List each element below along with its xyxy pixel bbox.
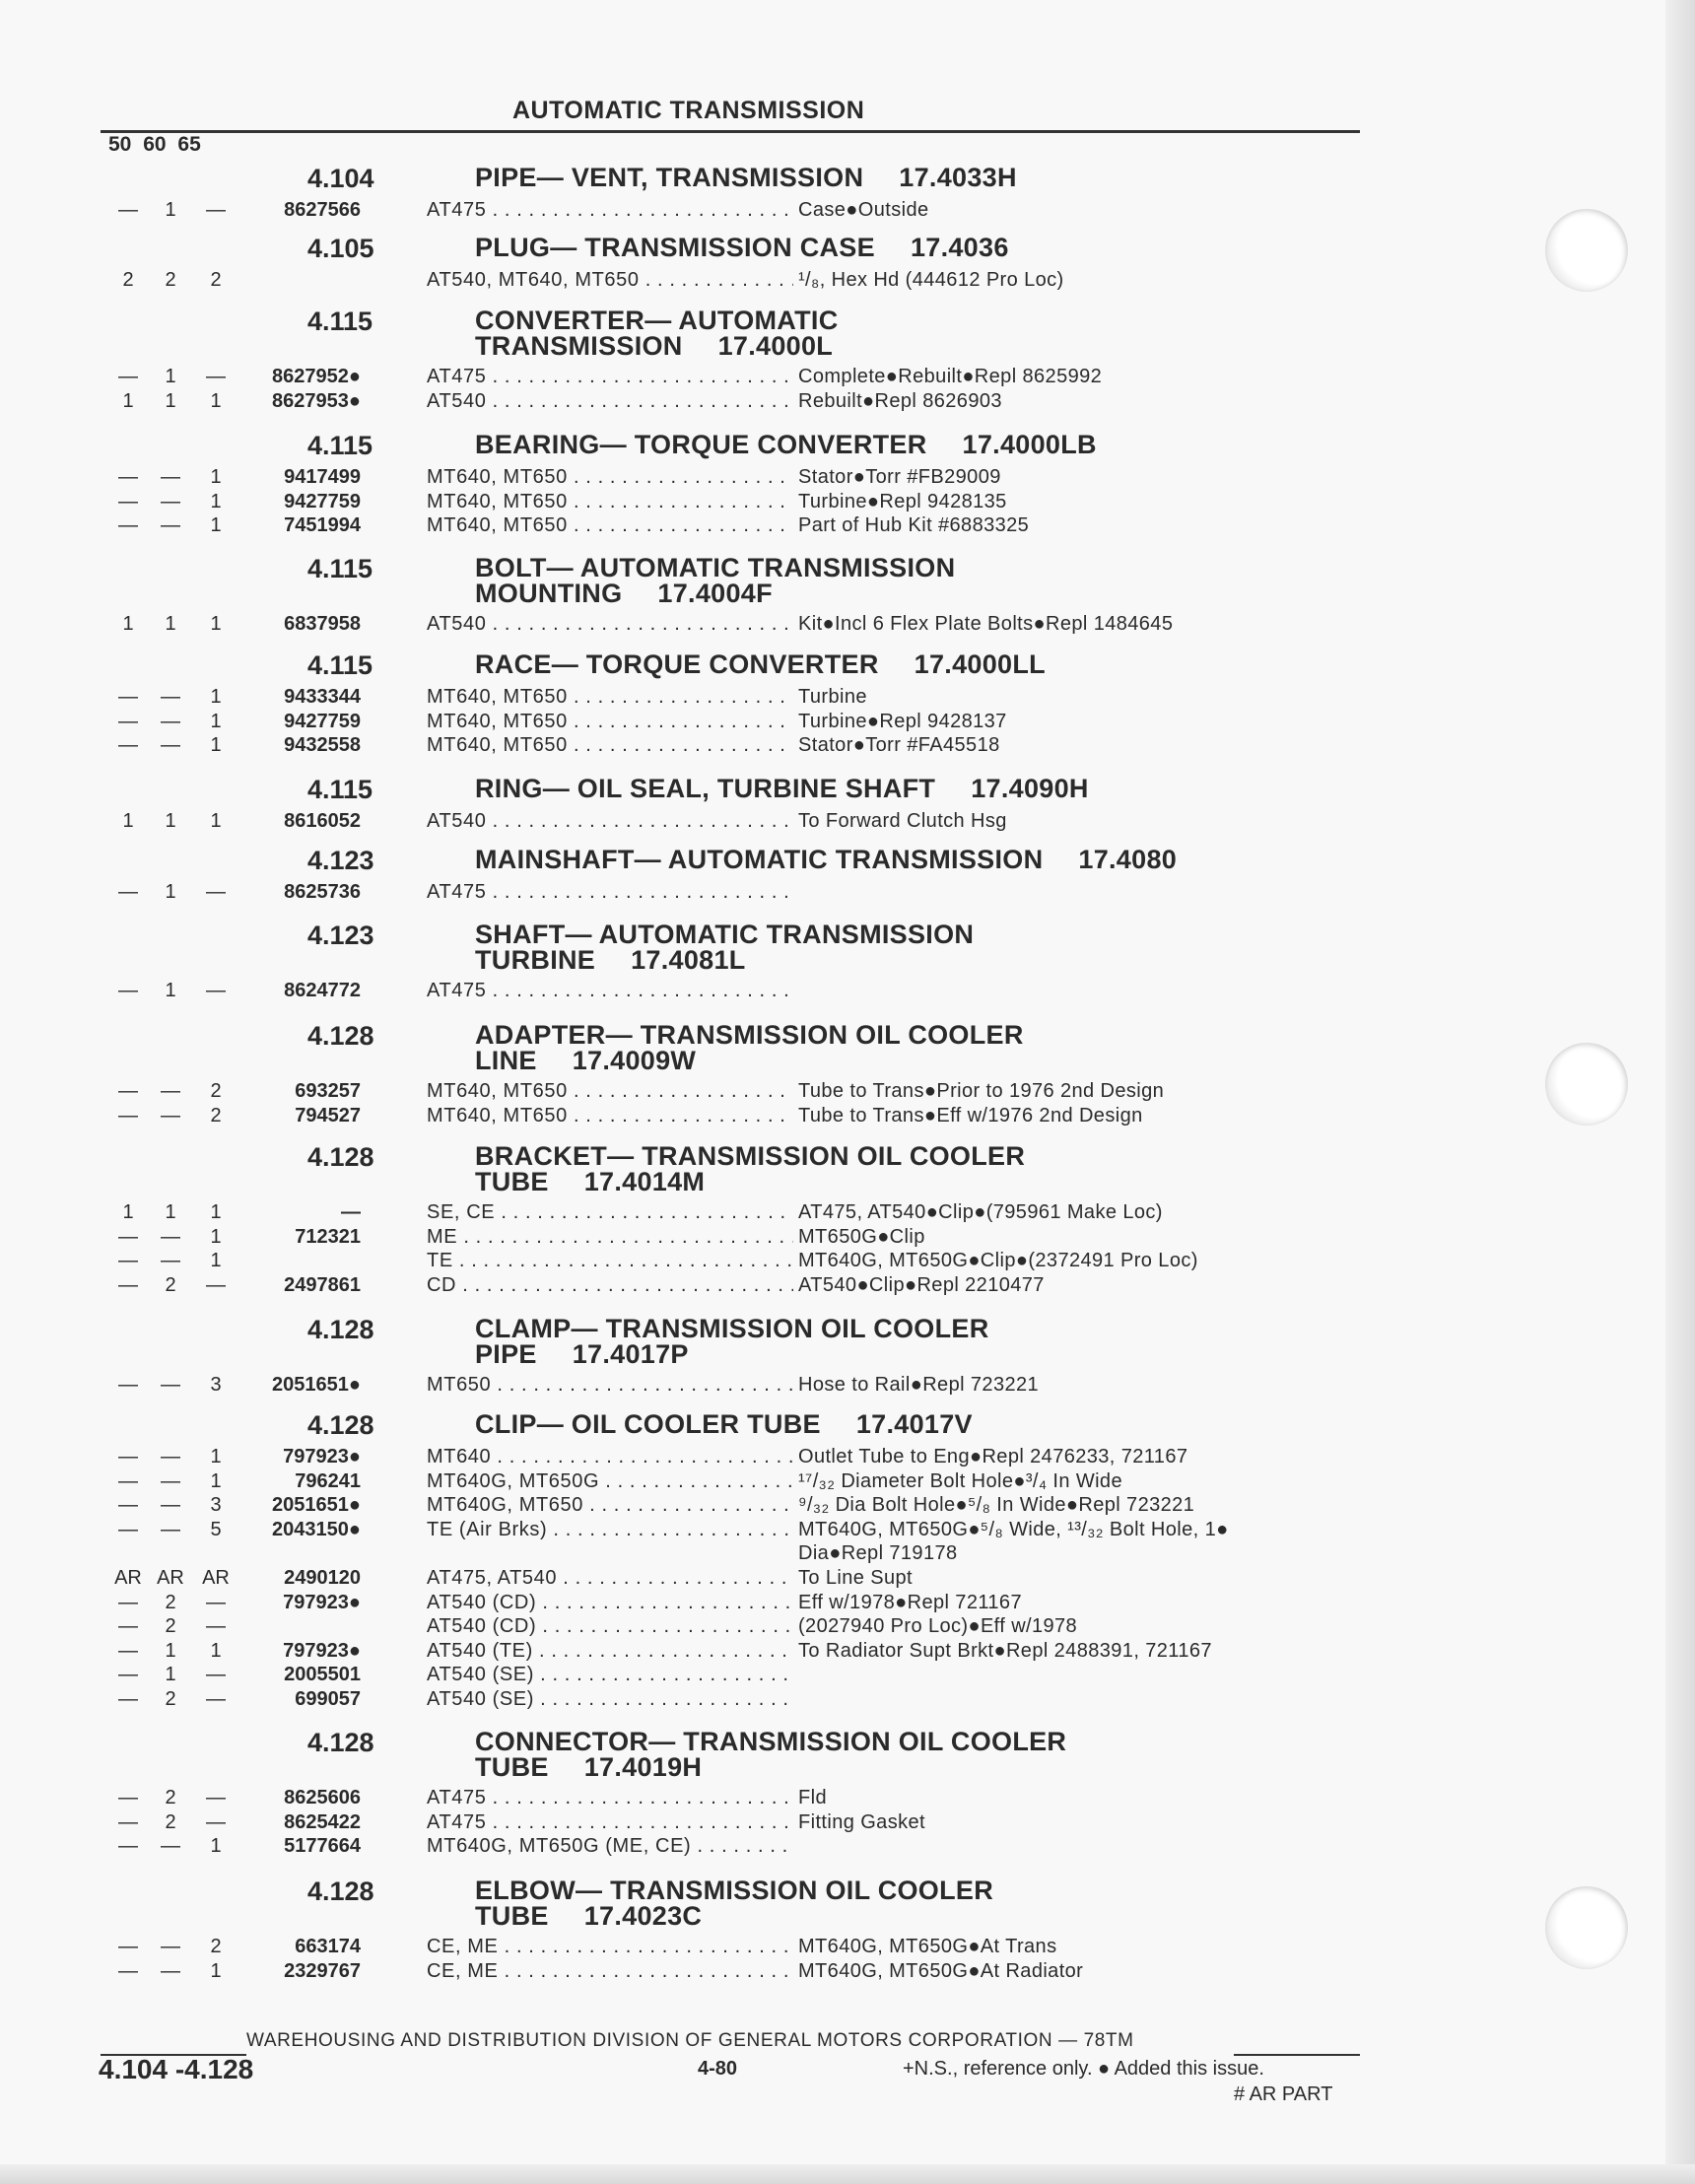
section-code: 17.4017V	[855, 1409, 973, 1439]
part-description: Fld	[798, 1787, 827, 1809]
quantity-cell: —	[118, 1469, 138, 1492]
part-number: 797923●	[283, 1446, 361, 1467]
part-description: Rebuilt●Repl 8626903	[798, 389, 1002, 412]
quantity-cell: 1	[122, 810, 134, 832]
section-code: 17.4036	[910, 233, 1009, 262]
section-title	[475, 651, 1046, 677]
part-description: Turbine	[798, 686, 867, 708]
quantity-cell: 2	[165, 1273, 176, 1296]
part-description: AT540●Clip●Repl 2210477	[798, 1273, 1045, 1296]
section-title	[475, 1143, 1025, 1194]
model-applicability: AT540 (SE) . . .	[427, 1664, 793, 1686]
binder-hole-icon	[1545, 1886, 1628, 1969]
part-description: Turbine●Repl 9428137	[798, 710, 1007, 732]
quantity-cell: —	[161, 1518, 180, 1540]
model-applicability: CD . . .	[427, 1274, 793, 1297]
model-applicability: ME . . .	[427, 1226, 793, 1249]
quantity-cell: —	[206, 1591, 226, 1613]
quantity-column-headers: 50 60 65	[108, 133, 201, 156]
quantity-cell: AR	[114, 1567, 142, 1589]
quantity-cell: —	[206, 980, 226, 1001]
part-number: 699057	[295, 1688, 361, 1710]
quantity-cell: 1	[210, 734, 222, 757]
quantity-cell: 2	[122, 269, 134, 291]
part-number: 8616052	[284, 810, 361, 832]
page-bottom-edge	[0, 2164, 1695, 2184]
quantity-cell: 3	[210, 1374, 222, 1396]
part-description: To Forward Clutch Hsg	[798, 810, 1007, 832]
quantity-cell: —	[206, 1664, 226, 1686]
model-applicability: AT475 . . .	[427, 1787, 793, 1809]
model-applicability: AT540 (SE) . . .	[427, 1688, 793, 1711]
section-number: 4.115	[307, 431, 373, 460]
quantity-cell: —	[118, 1591, 138, 1613]
section-title-line: PLUG— TRANSMISSION CASE 17.4036	[475, 233, 1009, 262]
part-description: Turbine●Repl 9428135	[798, 490, 1007, 512]
part-description: ¹/₈, Hex Hd (444612 Pro Loc)	[798, 269, 1064, 291]
quantity-cell: 2	[165, 269, 176, 291]
part-number: 2329767	[284, 1959, 361, 1982]
binder-hole-icon	[1545, 209, 1628, 292]
footer-section-range: 4.104 -4.128	[99, 2054, 254, 2084]
section-title-line: CONNECTOR— TRANSMISSION OIL COOLER	[475, 1727, 1067, 1756]
quantity-cell: 1	[210, 389, 222, 412]
part-description: ⁹/₃₂ Dia Bolt Hole●⁵/₈ In Wide●Repl 723221	[798, 1494, 1195, 1517]
quantity-cell: —	[118, 1080, 138, 1102]
quantity-cell: 1	[165, 366, 176, 387]
part-description: Fitting Gasket	[798, 1810, 925, 1833]
section-code: 17.4017P	[572, 1339, 689, 1369]
quantity-cell: 1	[210, 1250, 222, 1272]
page-title: AUTOMATIC TRANSMISSION	[512, 97, 865, 124]
part-description: To Radiator Supt Brkt●Repl 2488391, 721167	[798, 1639, 1212, 1662]
quantity-cell: 1	[122, 389, 134, 412]
quantity-cell: —	[161, 466, 180, 488]
part-number: 2490120	[284, 1567, 361, 1589]
section-title	[475, 847, 1177, 872]
part-number: 797923●	[283, 1591, 361, 1613]
quantity-cell: 1	[210, 686, 222, 708]
quantity-cell: 2	[210, 1104, 222, 1126]
model-applicability: AT540 . . .	[427, 810, 793, 833]
section-title-line: TRANSMISSION 17.4000L	[475, 331, 834, 361]
section-title-line: RACE— TORQUE CONVERTER 17.4000LL	[475, 649, 1046, 679]
part-description: To Line Supt	[798, 1567, 913, 1589]
part-number: 9433344	[284, 686, 361, 708]
part-number: 8627953●	[272, 389, 361, 412]
quantity-cell: —	[161, 514, 180, 537]
part-number: 2051651●	[272, 1374, 361, 1396]
quantity-cell: 1	[165, 199, 176, 221]
section-number: 4.115	[307, 554, 373, 583]
part-number: 2043150●	[272, 1518, 361, 1540]
section-title	[475, 235, 1009, 260]
quantity-cell: —	[118, 366, 138, 387]
section-title	[475, 555, 955, 606]
binder-hole-icon	[1545, 1043, 1628, 1126]
quantity-cell: 5	[210, 1518, 222, 1540]
quantity-cell: 1	[210, 1959, 222, 1982]
section-code: 17.4000L	[717, 331, 834, 361]
part-number: 9417499	[284, 466, 361, 488]
footer-legend: +N.S., reference only. ● Added this issue.	[903, 2058, 1264, 2080]
section-title-line: MOUNTING 17.4004F	[475, 579, 773, 608]
model-applicability: TE (Air Brks) . . .	[427, 1519, 793, 1541]
part-number: 7451994	[284, 514, 361, 537]
quantity-cell: —	[118, 514, 138, 537]
part-description: AT475, AT540●Clip●(795961 Make Loc)	[798, 1201, 1163, 1223]
model-applicability: MT640, MT650 . . .	[427, 514, 793, 537]
part-number: 8627566	[284, 199, 361, 221]
section-title	[475, 776, 1089, 801]
model-applicability: AT540 (TE) . . .	[427, 1640, 793, 1663]
part-number: 2005501	[284, 1664, 361, 1686]
model-applicability: MT640, MT650 . . .	[427, 686, 793, 709]
part-description: MT640G, MT650G●Clip●(2372491 Pro Loc)	[798, 1250, 1198, 1272]
section-title-line: MAINSHAFT— AUTOMATIC TRANSMISSION 17.4080	[475, 845, 1178, 874]
quantity-cell: —	[161, 734, 180, 757]
section-code: 17.4009W	[572, 1046, 697, 1075]
section-title-line: TUBE 17.4014M	[475, 1167, 706, 1196]
section-title	[475, 1729, 1066, 1780]
quantity-cell: —	[206, 881, 226, 903]
quantity-cell: —	[118, 1250, 138, 1272]
part-number: 2497861	[284, 1273, 361, 1296]
quantity-cell: —	[206, 199, 226, 221]
part-number: —	[341, 1201, 361, 1223]
section-title-line: TURBINE 17.4081L	[475, 945, 746, 975]
quantity-cell: 1	[210, 1639, 222, 1662]
quantity-cell: —	[161, 1959, 180, 1982]
section-title	[475, 165, 1017, 190]
quantity-cell: 1	[210, 466, 222, 488]
quantity-cell: —	[118, 1936, 138, 1957]
section-number: 4.123	[307, 921, 374, 950]
section-code: 17.4000LL	[914, 649, 1046, 679]
model-applicability: MT640 . . .	[427, 1446, 793, 1468]
quantity-cell: —	[118, 1688, 138, 1710]
quantity-cell: 2	[165, 1810, 176, 1833]
quantity-cell: 1	[165, 1639, 176, 1662]
section-number: 4.123	[307, 846, 374, 875]
section-code: 17.4023C	[583, 1901, 703, 1931]
quantity-cell: —	[118, 1494, 138, 1517]
quantity-cell: —	[161, 686, 180, 708]
section-code: 17.4004F	[657, 579, 773, 608]
section-code: 17.4033H	[899, 163, 1017, 192]
model-applicability: MT650 . . .	[427, 1374, 793, 1397]
quantity-cell: —	[206, 1615, 226, 1638]
model-applicability: AT475 . . .	[427, 199, 793, 222]
section-title	[475, 1022, 1024, 1073]
part-number: 8624772	[284, 980, 361, 1001]
quantity-cell: 2	[210, 1080, 222, 1102]
section-title-line: BEARING— TORQUE CONVERTER 17.4000LB	[475, 430, 1097, 459]
part-number: 9427759	[284, 710, 361, 732]
quantity-cell: —	[118, 1787, 138, 1809]
quantity-cell: —	[161, 1469, 180, 1492]
section-title-line: TUBE 17.4023C	[475, 1901, 703, 1931]
quantity-cell: 1	[165, 1664, 176, 1686]
model-applicability: MT640, MT650 . . .	[427, 734, 793, 757]
quantity-cell: 1	[210, 1225, 222, 1248]
quantity-cell: —	[161, 710, 180, 732]
model-applicability: MT640G, MT650G (ME, CE) . . .	[427, 1835, 793, 1858]
part-description: Case●Outside	[798, 199, 929, 221]
section-number: 4.128	[307, 1410, 374, 1440]
section-code: 17.4019H	[583, 1752, 703, 1782]
quantity-cell: —	[118, 490, 138, 512]
part-number: 693257	[295, 1080, 361, 1102]
quantity-cell: 1	[165, 613, 176, 635]
quantity-cell: —	[118, 1615, 138, 1638]
part-number: 797923●	[283, 1639, 361, 1662]
section-title-line: ADAPTER— TRANSMISSION OIL COOLER	[475, 1020, 1024, 1050]
quantity-cell: 1	[165, 389, 176, 412]
model-applicability: AT540 (CD) . . .	[427, 1615, 793, 1638]
section-title-line: SHAFT— AUTOMATIC TRANSMISSION	[475, 920, 975, 949]
part-description: MT650G●Clip	[798, 1225, 925, 1248]
quantity-cell: 1	[210, 514, 222, 537]
quantity-cell: 1	[210, 1446, 222, 1467]
page-number: 4-80	[698, 2058, 738, 2080]
quantity-cell: —	[161, 1250, 180, 1272]
quantity-cell: —	[118, 881, 138, 903]
section-code: 17.4000LB	[962, 430, 1097, 459]
quantity-cell: —	[118, 1225, 138, 1248]
part-number: 9432558	[284, 734, 361, 757]
model-applicability: MT640, MT650 . . .	[427, 1080, 793, 1103]
part-number: 8625422	[284, 1810, 361, 1833]
part-number: 5177664	[284, 1835, 361, 1858]
quantity-cell: 1	[210, 1201, 222, 1223]
section-title	[475, 1877, 993, 1929]
quantity-cell: —	[161, 490, 180, 512]
quantity-cell: —	[161, 1104, 180, 1126]
quantity-cell: —	[118, 980, 138, 1001]
quantity-cell: —	[118, 686, 138, 708]
section-title-line: CLAMP— TRANSMISSION OIL COOLER	[475, 1314, 989, 1343]
quantity-cell: 1	[210, 1469, 222, 1492]
part-description: Stator●Torr #FB29009	[798, 466, 1001, 488]
quantity-cell: —	[161, 1446, 180, 1467]
quantity-cell: —	[206, 1273, 226, 1296]
footer-rule-right	[1234, 2054, 1360, 2056]
quantity-cell: —	[206, 1688, 226, 1710]
quantity-cell: 1	[122, 613, 134, 635]
section-title-line: ELBOW— TRANSMISSION OIL COOLER	[475, 1876, 994, 1905]
section-title-line: TUBE 17.4019H	[475, 1752, 703, 1782]
quantity-cell: —	[118, 466, 138, 488]
model-applicability: MT640, MT650 . . .	[427, 1105, 793, 1127]
quantity-cell: —	[118, 734, 138, 757]
part-number: 8625606	[284, 1787, 361, 1809]
quantity-cell: —	[118, 1810, 138, 1833]
part-description: Tube to Trans●Eff w/1976 2nd Design	[798, 1104, 1143, 1126]
header-divider	[101, 130, 1360, 133]
section-number: 4.128	[307, 1877, 374, 1906]
part-description: Stator●Torr #FA45518	[798, 734, 1000, 757]
quantity-cell: 1	[210, 490, 222, 512]
quantity-cell: AR	[157, 1567, 184, 1589]
section-number: 4.128	[307, 1728, 374, 1757]
section-code: 17.4090H	[971, 774, 1089, 803]
quantity-cell: —	[161, 1080, 180, 1102]
quantity-cell: 1	[165, 1201, 176, 1223]
model-applicability: AT540 (CD) . . .	[427, 1592, 793, 1614]
quantity-cell: 2	[210, 1936, 222, 1957]
quantity-cell: —	[118, 1518, 138, 1540]
model-applicability: AT475 . . .	[427, 881, 793, 904]
part-number: 796241	[295, 1469, 361, 1492]
part-description: MT640G, MT650G●At Radiator	[798, 1959, 1084, 1982]
section-number: 4.128	[307, 1021, 374, 1051]
quantity-cell: 2	[165, 1591, 176, 1613]
model-applicability: CE, ME . . .	[427, 1960, 793, 1983]
quantity-cell: 1	[165, 881, 176, 903]
part-number: 8625736	[284, 881, 361, 903]
section-title-line: BOLT— AUTOMATIC TRANSMISSION	[475, 553, 956, 582]
quantity-cell: 2	[165, 1688, 176, 1710]
part-number: 2051651●	[272, 1494, 361, 1517]
section-title-line: PIPE— VENT, TRANSMISSION 17.4033H	[475, 163, 1017, 192]
part-number: 9427759	[284, 490, 361, 512]
section-title-line: CONVERTER— AUTOMATIC	[475, 306, 839, 335]
model-applicability: MT640G, MT650G . . .	[427, 1470, 793, 1493]
quantity-cell: —	[161, 1936, 180, 1957]
model-applicability: AT475 . . .	[427, 366, 793, 388]
section-title	[475, 1411, 973, 1437]
section-number: 4.115	[307, 650, 373, 680]
quantity-cell: 1	[210, 810, 222, 832]
quantity-cell: 1	[122, 1201, 134, 1223]
section-number: 4.128	[307, 1315, 374, 1344]
footer-division: WAREHOUSING AND DISTRIBUTION DIVISION OF GENERAL MOTORS CORPORATION — 78TM	[246, 2030, 1134, 2051]
part-number: 663174	[295, 1936, 361, 1957]
quantity-cell: 1	[165, 810, 176, 832]
part-description: MT640G, MT650G●⁵/₈ Wide, ¹³/₃₂ Bolt Hole, 1●	[798, 1518, 1229, 1540]
section-title-line: PIPE 17.4017P	[475, 1339, 689, 1369]
model-applicability: AT475 . . .	[427, 980, 793, 1002]
part-description: (2027940 Pro Loc)●Eff w/1978	[798, 1615, 1078, 1638]
quantity-cell: —	[161, 1835, 180, 1858]
quantity-cell: —	[206, 1810, 226, 1833]
quantity-cell: —	[206, 1787, 226, 1809]
part-description: MT640G, MT650G●At Trans	[798, 1936, 1057, 1957]
quantity-cell: 2	[165, 1615, 176, 1638]
quantity-cell: 1	[210, 710, 222, 732]
model-applicability: AT540 . . .	[427, 390, 793, 413]
part-description: Part of Hub Kit #6883325	[798, 514, 1030, 537]
quantity-cell: 2	[165, 1787, 176, 1809]
model-applicability: SE, CE . . .	[427, 1201, 793, 1224]
section-code: 17.4014M	[583, 1167, 706, 1196]
quantity-cell: —	[118, 1374, 138, 1396]
part-description: Hose to Rail●Repl 723221	[798, 1374, 1040, 1396]
quantity-cell: —	[118, 1104, 138, 1126]
part-description: Dia●Repl 719178	[798, 1542, 958, 1565]
part-number: 712321	[295, 1225, 361, 1248]
quantity-cell: —	[206, 366, 226, 387]
model-applicability: AT540 . . .	[427, 613, 793, 636]
model-applicability: MT640, MT650 . . .	[427, 466, 793, 489]
quantity-cell: —	[161, 1225, 180, 1248]
model-applicability: MT640G, MT650 . . .	[427, 1494, 793, 1517]
section-number: 4.128	[307, 1142, 374, 1172]
quantity-cell: AR	[202, 1567, 230, 1589]
part-description: Kit●Incl 6 Flex Plate Bolts●Repl 1484645	[798, 613, 1174, 635]
quantity-cell: —	[118, 1835, 138, 1858]
part-description: Complete●Rebuilt●Repl 8625992	[798, 366, 1103, 387]
section-title-line: RING— OIL SEAL, TURBINE SHAFT 17.4090H	[475, 774, 1089, 803]
quantity-cell: —	[118, 710, 138, 732]
section-code: 17.4081L	[631, 945, 746, 975]
part-description: ¹⁷/₃₂ Diameter Bolt Hole●³/₄ In Wide	[798, 1469, 1122, 1492]
quantity-cell: —	[118, 1446, 138, 1467]
section-number: 4.104	[307, 164, 374, 193]
model-applicability: AT475, AT540 . . .	[427, 1567, 793, 1590]
part-number: 794527	[295, 1104, 361, 1126]
footer-ar-note: # AR PART	[1234, 2083, 1333, 2105]
section-title-line: CLIP— OIL COOLER TUBE 17.4017V	[475, 1409, 973, 1439]
section-title	[475, 432, 1097, 457]
quantity-cell: 1	[165, 980, 176, 1001]
quantity-cell: —	[118, 1664, 138, 1686]
model-applicability: TE . . .	[427, 1250, 793, 1272]
model-applicability: MT640, MT650 . . .	[427, 711, 793, 733]
quantity-cell: —	[161, 1494, 180, 1517]
quantity-cell: 2	[210, 269, 222, 291]
section-title	[475, 1316, 989, 1367]
model-applicability: MT640, MT650 . . .	[427, 491, 793, 513]
quantity-cell: —	[161, 1374, 180, 1396]
section-title-line: BRACKET— TRANSMISSION OIL COOLER	[475, 1141, 1026, 1171]
model-applicability: AT540, MT640, MT650 . . .	[427, 269, 793, 292]
quantity-cell: 1	[210, 1835, 222, 1858]
quantity-cell: —	[118, 1639, 138, 1662]
model-applicability: AT475 . . .	[427, 1811, 793, 1834]
section-code: 17.4080	[1078, 845, 1178, 874]
quantity-cell: —	[118, 1959, 138, 1982]
quantity-cell: 1	[210, 613, 222, 635]
quantity-cell: —	[118, 199, 138, 221]
part-number: 8627952●	[272, 366, 361, 387]
section-title-line: LINE 17.4009W	[475, 1046, 697, 1075]
part-number: 6837958	[284, 613, 361, 635]
section-title	[475, 307, 839, 359]
page-edge-shadow	[1665, 0, 1695, 2184]
section-number: 4.105	[307, 234, 374, 263]
quantity-cell: —	[118, 1273, 138, 1296]
part-description: Outlet Tube to Eng●Repl 2476233, 721167	[798, 1446, 1188, 1467]
section-number: 4.115	[307, 307, 373, 336]
model-applicability: CE, ME . . .	[427, 1936, 793, 1958]
quantity-cell: 3	[210, 1494, 222, 1517]
section-title	[475, 921, 974, 973]
part-description: Tube to Trans●Prior to 1976 2nd Design	[798, 1080, 1165, 1102]
section-number: 4.115	[307, 775, 373, 804]
part-description: Eff w/1978●Repl 721167	[798, 1591, 1022, 1613]
